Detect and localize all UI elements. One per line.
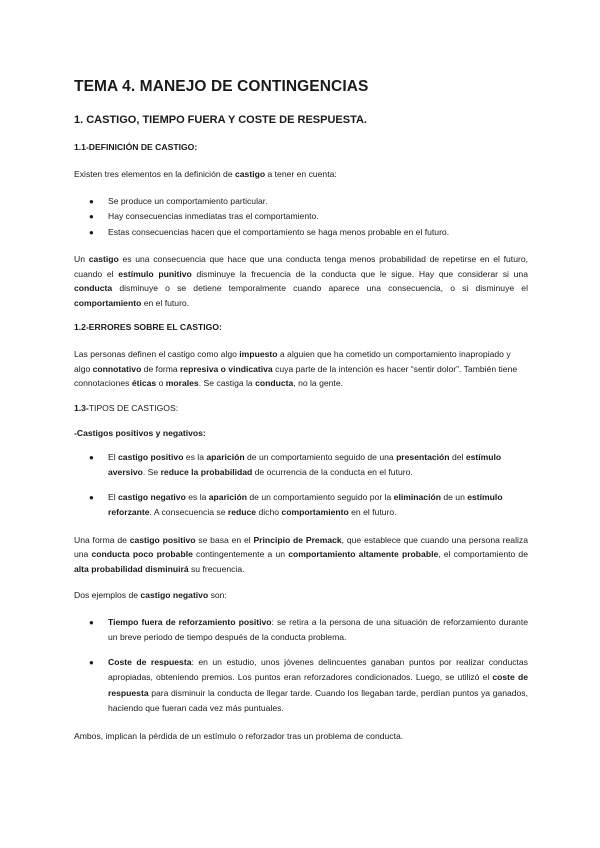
bullet-dot-icon: ●: [89, 617, 94, 627]
subheading-positivos-negativos: -Castigos positivos y negativos:: [74, 427, 206, 438]
bullet-dot-icon: ●: [89, 657, 94, 667]
castigo-negativo-examples-list: [74, 615, 528, 717]
paragraph-errores: Las personas definen el castigo como algo impuesto a alguien que ha cometido un comportamiento inapropiado y algo connotativo de forma represiva o vindicativa cuya parte de la intención es hacer “sentir dolor”. También tiene connotaciones éticas o morales. Se castiga la conducta, no la gente.: [74, 349, 518, 388]
paragraph-ejemplos: Dos ejemplos de castigo negativo son:: [74, 590, 227, 600]
paragraph-castigo-intro: Existen tres elementos en la definición de castigo a tener en cuenta:: [74, 169, 337, 179]
bullet-dot-icon: ●: [89, 196, 94, 206]
list-item: ● Hay consecuencias inmediatas tras el comportamiento.: [74, 209, 528, 225]
castigo-elements-list: [74, 194, 528, 241]
document-body: [74, 78, 528, 755]
bullet-dot-icon: ●: [89, 492, 94, 502]
paragraph-closing: Ambos, implican la pérdida de un estímulo o reforzador tras un problema de conducta.: [74, 730, 404, 741]
subsection-heading-1-1: 1.1-DEFINICIÓN DE CASTIGO:: [74, 142, 198, 152]
subsection-heading-1-2: 1.2-ERRORES SOBRE EL CASTIGO:: [74, 322, 222, 332]
list-item: ● El castigo positivo es la aparición de un comportamiento seguido de una presentación del estímulo aversivo. Se reduce la probabilidad de ocurrencia de la conducta en el futuro.: [89, 451, 502, 477]
list-item: ● El castigo negativo es la aparición de un comportamiento seguido por la eliminación de un estímulo reforzante. A consecuencia se reduce dicho comportamiento en el futuro.: [89, 491, 503, 517]
list-item: ● Tiempo fuera de reforzamiento positivo: se retira a la persona de una situación de reforzamiento durante un breve periodo de tiempo después de la conducta problema.: [89, 616, 528, 642]
bullet-dot-icon: ●: [89, 452, 94, 462]
page-title: TEMA 4. MANEJO DE CONTINGENCIAS: [74, 78, 369, 95]
paragraph-castigo-definition: Un castigo es una consecuencia que hace que una conducta tenga menos probabilidad de repetirse en el futuro, cuando el estímulo punitivo disminuye la frecuencia de la conducta que le sigue. Hay que considerar si una conducta disminuye o se detiene temporalmente cuando aparece una consecuencia, o si disminuye el comportamiento en el futuro.: [74, 254, 529, 308]
castigo-types-list: [74, 450, 528, 521]
bullet-dot-icon: ●: [89, 212, 94, 221]
section-heading-1: 1. CASTIGO, TIEMPO FUERA Y COSTE DE RESPUESTA.: [74, 114, 367, 126]
paragraph-premack: Una forma de castigo positivo se basa en el Principio de Premack, que establece que cuando una persona realiza una conducta poco probable contingentemente a un comportamiento altamente probable, el comportamiento de alta probabilidad disminuirá su frecuencia.: [74, 534, 528, 574]
subsection-heading-1-3: 1.3-TIPOS DE CASTIGOS:: [74, 402, 179, 413]
list-item: ● Estas consecuencias hacen que el comportamiento se haga menos probable en el futuro.: [74, 225, 528, 241]
list-item: ● Se produce un comportamiento particular.: [74, 194, 528, 210]
list-item: ● Coste de respuesta: en un estudio, unos jóvenes delincuentes ganaban puntos por realizar conductas apropiadas, obteniendo premios. Los puntos eran reforzadores condicionados. Luego, se utilizó el coste de respuesta para disminuir la conducta de llegar tarde. Cuando los llegaban tarde, perdían puntos ya ganados, haciendo que fueran cada vez más puntuales.: [89, 656, 528, 713]
bullet-dot-icon: ●: [89, 227, 94, 237]
